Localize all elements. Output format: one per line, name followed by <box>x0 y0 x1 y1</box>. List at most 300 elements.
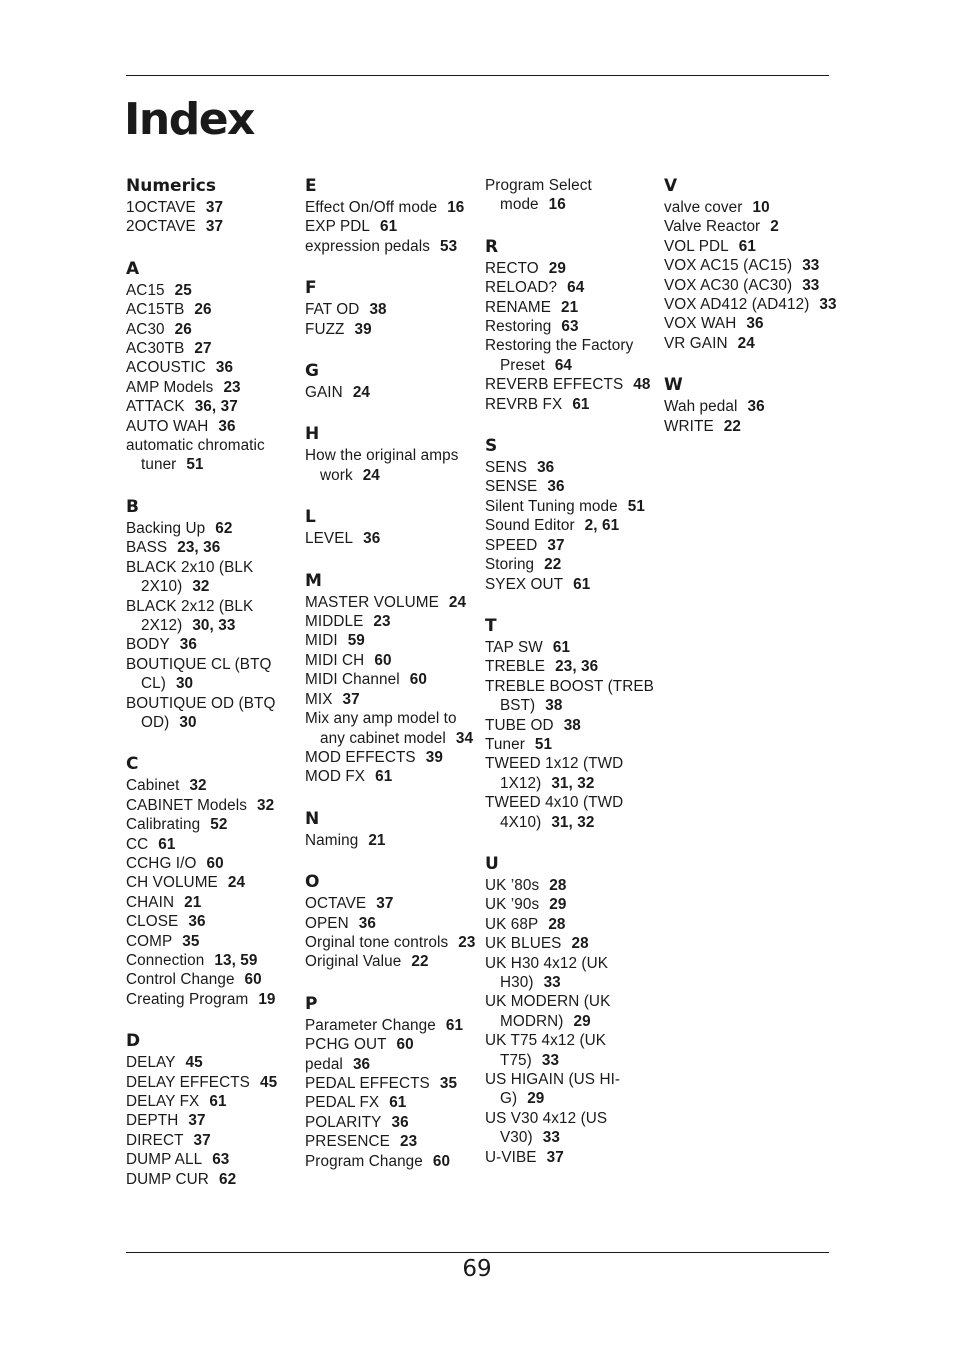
entry-pages: 33 <box>802 257 820 275</box>
entry-term: VOX AC30 (AC30) <box>664 276 793 294</box>
entry-pages: 24 <box>227 874 246 892</box>
entry-term: Sound Editor <box>485 517 575 535</box>
entry-pages: 23, 36 <box>177 539 221 557</box>
entry-term: Program Change <box>305 1152 423 1170</box>
entry-term: Valve Reactor <box>664 218 761 236</box>
index-entry <box>305 217 481 236</box>
entry-term: 1OCTAVE <box>126 199 196 216</box>
entry-pages: 36 <box>352 1055 371 1073</box>
index-entry <box>305 952 481 971</box>
index-entry <box>485 375 661 394</box>
entry-pages: 10 <box>752 199 770 216</box>
index-entry <box>305 1152 481 1171</box>
entry-pages: 51 <box>534 735 553 753</box>
index-entry <box>664 314 840 333</box>
entry-pages: 23 <box>223 378 241 396</box>
entry-term: SPEED <box>485 536 538 554</box>
index-entry <box>305 748 481 767</box>
entry-pages: 29 <box>549 896 567 914</box>
entry-term: TREBLE <box>485 658 546 676</box>
entry-pages: 22 <box>723 417 742 435</box>
entry-pages: 60 <box>409 671 427 689</box>
entry-term: VOL PDL <box>664 237 729 255</box>
index-entry <box>485 992 661 1031</box>
entry-pages: 61 <box>158 835 176 853</box>
entry-term: GAIN <box>305 384 343 402</box>
entry-term: COMP <box>126 932 173 950</box>
entry-term: MOD FX <box>305 768 366 786</box>
index-entry <box>664 397 840 416</box>
entry-term: SENSE <box>485 478 538 496</box>
section-letter: M <box>305 570 322 591</box>
index-section <box>305 424 481 485</box>
entry-pages: 28 <box>549 876 567 894</box>
index-section <box>485 176 661 215</box>
index-entry <box>485 677 661 716</box>
index-entry <box>485 497 661 516</box>
index-entry <box>126 912 302 931</box>
entry-pages: 60 <box>244 971 262 989</box>
index-entry <box>485 1109 661 1148</box>
section-letter: S <box>485 436 498 457</box>
section-letter: T <box>485 615 497 636</box>
section-letter: C <box>126 754 139 775</box>
index-section <box>305 361 481 402</box>
index-entry <box>485 1148 661 1167</box>
entry-pages: 35 <box>439 1074 458 1092</box>
entry-term: Orginal tone controls <box>305 933 449 951</box>
entry-term: BOUTIQUE OD (BTQ OD) <box>126 694 276 731</box>
index-entry <box>126 397 302 416</box>
index-entry <box>126 358 302 377</box>
entry-term: MASTER VOLUME <box>305 593 439 611</box>
index-section <box>485 854 661 1167</box>
section-letter: N <box>305 808 320 829</box>
index-entry <box>485 895 661 914</box>
index-entry <box>305 631 481 650</box>
index-entry <box>664 417 840 436</box>
index-entry <box>305 651 481 670</box>
index-entry <box>485 555 661 574</box>
entry-term: AMP Models <box>126 378 214 396</box>
index-entry <box>485 754 661 793</box>
top-rule <box>126 75 829 76</box>
index-entry <box>126 417 302 436</box>
index-section <box>664 176 840 353</box>
entry-term: How the original amps work <box>305 447 459 484</box>
index-entry <box>126 198 302 217</box>
entry-term: automatic chromatic tuner <box>126 437 265 474</box>
entry-pages: 16 <box>548 196 566 214</box>
index-entry <box>305 529 481 548</box>
entry-term: Connection <box>126 952 205 969</box>
entry-term: DIRECT <box>126 1131 184 1149</box>
entry-term: DELAY <box>126 1054 176 1072</box>
index-entry <box>305 612 481 631</box>
entry-pages: 36, 37 <box>194 398 238 416</box>
entry-term: AC15TB <box>126 301 185 319</box>
entry-term: TUBE OD <box>485 716 554 734</box>
entry-term: Silent Tuning mode <box>485 497 618 515</box>
entry-term: 2OCTAVE <box>126 218 196 236</box>
entry-pages: 64 <box>554 356 573 374</box>
entry-pages: 31, 32 <box>551 813 595 831</box>
section-letter: B <box>126 496 139 517</box>
entry-pages: 29 <box>548 259 566 277</box>
entry-term: PEDAL FX <box>305 1094 380 1112</box>
entry-term: CCHG I/O <box>126 854 197 872</box>
index-entry <box>126 835 302 854</box>
entry-term: Restoring <box>485 318 552 336</box>
entry-term: UK 68P <box>485 915 539 933</box>
entry-term: RELOAD? <box>485 279 558 297</box>
index-entry <box>126 893 302 912</box>
entry-pages: 23 <box>373 613 391 631</box>
entry-pages: 36 <box>215 359 234 377</box>
entry-term: DELAY EFFECTS <box>126 1073 250 1091</box>
entry-pages: 30 <box>179 713 197 731</box>
index-entry <box>305 320 481 339</box>
index-section <box>305 809 481 850</box>
entry-pages: 36 <box>747 398 765 416</box>
entry-term: CLOSE <box>126 913 179 931</box>
index-section <box>126 176 302 237</box>
index-section <box>305 872 481 972</box>
entry-term: FUZZ <box>305 320 345 338</box>
index-entry <box>664 237 840 256</box>
entry-term: PEDAL EFFECTS <box>305 1074 430 1092</box>
index-entry <box>485 954 661 993</box>
entry-term: US HIGAIN (US HI-G) <box>485 1071 621 1108</box>
entry-pages: 33 <box>542 1129 560 1147</box>
index-entry <box>305 1132 481 1151</box>
entry-pages: 59 <box>347 632 365 650</box>
entry-term: Program Select mode <box>485 177 592 214</box>
entry-term: DEPTH <box>126 1112 179 1130</box>
entry-pages: 24 <box>362 466 380 484</box>
entry-pages: 32 <box>189 777 207 795</box>
entry-term: TWEED 4x10 (TWD 4X10) <box>485 794 624 831</box>
index-entry <box>664 198 840 217</box>
entry-term: MIX <box>305 690 333 708</box>
entry-pages: 34 <box>455 729 474 747</box>
index-entry <box>305 670 481 689</box>
entry-term: UK T75 4x12 (UK T75) <box>485 1032 607 1069</box>
index-section <box>305 571 481 787</box>
section-letter: F <box>305 278 317 299</box>
index-entry <box>305 1035 481 1054</box>
index-entry <box>126 694 302 733</box>
index-column-4 <box>664 176 840 436</box>
index-entry <box>485 298 661 317</box>
index-entry <box>126 538 302 557</box>
bottom-rule <box>126 1252 829 1253</box>
entry-pages: 2 <box>770 218 779 236</box>
index-section <box>126 1031 302 1189</box>
index-entry <box>305 709 481 748</box>
section-letter: U <box>485 853 499 874</box>
index-entry <box>126 1111 302 1130</box>
index-entry <box>126 558 302 597</box>
section-letter: W <box>664 375 683 396</box>
index-entry <box>305 1093 481 1112</box>
index-entry <box>485 176 661 215</box>
entry-pages: 33 <box>541 1051 560 1069</box>
entry-term: TAP SW <box>485 638 543 656</box>
index-entry <box>126 320 302 339</box>
entry-term: Calibrating <box>126 816 201 834</box>
entry-pages: 38 <box>545 697 563 715</box>
entry-pages: 23 <box>458 933 476 951</box>
index-entry <box>305 446 481 485</box>
section-letter: G <box>305 361 319 382</box>
entry-pages: 29 <box>527 1090 545 1108</box>
section-letter: V <box>664 176 678 196</box>
entry-pages: 21 <box>368 831 386 849</box>
index-entry <box>126 300 302 319</box>
entry-term: MOD EFFECTS <box>305 748 416 766</box>
entry-pages: 38 <box>563 716 581 734</box>
entry-term: VOX AC15 (AC15) <box>664 257 793 275</box>
entry-pages: 61 <box>209 1093 227 1111</box>
entry-pages: 36 <box>537 459 555 477</box>
entry-term: Original Value <box>305 953 402 971</box>
entry-term: valve cover <box>664 199 743 216</box>
entry-term: RECTO <box>485 259 539 277</box>
entry-term: BOUTIQUE CL (BTQ CL) <box>126 655 272 693</box>
index-entry <box>126 1131 302 1150</box>
index-column-2 <box>305 176 481 1171</box>
entry-pages: 28 <box>571 935 589 953</box>
index-entry <box>126 339 302 358</box>
index-entry <box>485 638 661 657</box>
index-entry <box>485 934 661 953</box>
entry-pages: 37 <box>376 895 394 913</box>
index-entry <box>305 894 481 913</box>
entry-term: Backing Up <box>126 519 206 537</box>
index-entry <box>305 198 481 217</box>
index-entry <box>485 793 661 832</box>
entry-term: DUMP CUR <box>126 1170 209 1188</box>
entry-pages: 24 <box>352 384 371 402</box>
entry-term: DUMP ALL <box>126 1151 203 1169</box>
entry-pages: 60 <box>206 854 224 872</box>
entry-term: AC15 <box>126 281 165 299</box>
index-entry <box>126 951 302 970</box>
index-section <box>126 754 302 1009</box>
entry-term: UK ’90s <box>485 896 540 914</box>
entry-pages: 63 <box>561 318 579 336</box>
entry-pages: 2, 61 <box>584 517 620 535</box>
section-letter: H <box>305 424 320 445</box>
section-letter: O <box>305 872 320 893</box>
index-section <box>305 507 481 548</box>
index-entry <box>305 1016 481 1035</box>
entry-pages: 27 <box>194 340 212 358</box>
entry-term: BLACK 2x10 (BLK 2X10) <box>126 558 254 596</box>
entry-term: AC30 <box>126 320 165 338</box>
entry-pages: 61 <box>552 638 571 656</box>
page-number: 69 <box>462 1256 492 1282</box>
entry-pages: 33 <box>802 276 820 294</box>
entry-pages: 64 <box>567 279 585 297</box>
entry-pages: 19 <box>258 990 276 1008</box>
entry-pages: 28 <box>548 915 566 933</box>
entry-pages: 61 <box>572 395 590 413</box>
index-entry <box>305 1055 481 1074</box>
section-letter: R <box>485 236 499 257</box>
entry-pages: 45 <box>260 1073 278 1091</box>
entry-pages: 37 <box>205 218 224 236</box>
entry-term: U-VIBE <box>485 1148 537 1166</box>
index-entry <box>126 932 302 951</box>
index-entry <box>485 395 661 414</box>
entry-pages: 21 <box>561 298 579 316</box>
entry-pages: 36 <box>218 417 236 435</box>
entry-term: TREBLE BOOST (TREB BST) <box>485 677 654 715</box>
entry-term: OCTAVE <box>305 895 367 913</box>
entry-term: Tuner <box>485 735 525 753</box>
index-entry <box>126 776 302 795</box>
index-entry <box>485 458 661 477</box>
entry-pages: 48 <box>633 376 651 394</box>
entry-pages: 32 <box>192 578 210 596</box>
page-title: Index <box>124 94 254 145</box>
entry-pages: 36 <box>547 478 565 496</box>
section-letter: E <box>305 176 317 196</box>
index-entry <box>485 657 661 676</box>
index-entry <box>664 334 840 353</box>
entry-pages: 26 <box>194 301 212 319</box>
section-letter: Numerics <box>126 176 216 196</box>
index-entry <box>485 278 661 297</box>
entry-term: pedal <box>305 1055 343 1073</box>
entry-term: UK H30 4x12 (UK H30) <box>485 954 609 991</box>
entry-pages: 29 <box>573 1012 591 1030</box>
entry-pages: 24 <box>737 334 755 352</box>
entry-term: BLACK 2x12 (BLK 2X12) <box>126 597 254 634</box>
index-entry <box>305 1113 481 1132</box>
index-section <box>485 237 661 414</box>
entry-term: WRITE <box>664 417 714 435</box>
index-section <box>305 994 481 1171</box>
entry-pages: 61 <box>389 1094 407 1112</box>
entry-pages: 36 <box>188 913 206 931</box>
entry-pages: 39 <box>425 748 443 766</box>
entry-term: US V30 4x12 (US V30) <box>485 1109 608 1147</box>
entry-pages: 37 <box>342 690 360 708</box>
entry-pages: 60 <box>432 1152 451 1170</box>
entry-term: Mix any amp model to any cabinet model <box>305 710 457 747</box>
index-entry <box>485 716 661 735</box>
entry-term: MIDI CH <box>305 651 365 669</box>
index-column-3 <box>485 176 661 1167</box>
index-entry <box>126 378 302 397</box>
entry-pages: 30, 33 <box>192 616 236 634</box>
entry-term: CABINET Models <box>126 796 247 814</box>
entry-term: Parameter Change <box>305 1016 436 1034</box>
entry-term: TWEED 1x12 (TWD 1X12) <box>485 755 624 792</box>
index-entry <box>126 1053 302 1072</box>
entry-term: REVRB FX <box>485 395 563 413</box>
entry-term: PCHG OUT <box>305 1036 387 1054</box>
entry-term: DELAY FX <box>126 1093 200 1111</box>
index-entry <box>305 933 481 952</box>
entry-pages: 61 <box>380 218 398 236</box>
entry-term: VOX WAH <box>664 315 737 333</box>
entry-term: SENS <box>485 459 528 477</box>
index-entry <box>485 915 661 934</box>
index-entry <box>126 519 302 538</box>
entry-pages: 60 <box>396 1036 414 1054</box>
index-entry <box>126 854 302 873</box>
entry-pages: 33 <box>543 974 561 991</box>
entry-term: BODY <box>126 636 170 654</box>
entry-term: REVERB EFFECTS <box>485 376 624 394</box>
entry-term: ATTACK <box>126 398 185 416</box>
entry-term: VR GAIN <box>664 334 728 352</box>
entry-pages: 32 <box>256 796 275 814</box>
entry-pages: 45 <box>185 1054 203 1072</box>
entry-pages: 51 <box>186 456 204 474</box>
index-entry <box>126 970 302 989</box>
entry-term: Storing <box>485 556 535 574</box>
index-section <box>126 259 302 475</box>
entry-pages: 37 <box>193 1131 211 1149</box>
entry-pages: 53 <box>440 237 458 255</box>
index-entry <box>485 536 661 555</box>
index-entry <box>485 336 661 375</box>
index-section <box>485 436 661 594</box>
entry-pages: 61 <box>375 768 393 786</box>
entry-pages: 22 <box>544 556 562 574</box>
entry-term: MIDI <box>305 632 338 650</box>
section-letter: D <box>126 1031 141 1052</box>
entry-term: Cabinet <box>126 777 180 795</box>
index-entry <box>126 281 302 300</box>
index-column-1 <box>126 176 302 1189</box>
index-section <box>126 497 302 732</box>
entry-term: PRESENCE <box>305 1133 390 1151</box>
entry-term: AC30TB <box>126 340 185 358</box>
index-entry <box>305 1074 481 1093</box>
index-entry <box>305 300 481 319</box>
entry-term: MIDI Channel <box>305 671 400 689</box>
index-section <box>664 375 840 436</box>
entry-pages: 23 <box>399 1133 418 1151</box>
index-entry <box>126 1073 302 1092</box>
entry-pages: 36 <box>391 1113 409 1131</box>
index-entry <box>485 516 661 535</box>
entry-pages: 38 <box>369 301 387 319</box>
index-entry <box>126 1092 302 1111</box>
entry-pages: 39 <box>354 320 372 338</box>
index-entry <box>664 276 840 295</box>
index-entry <box>126 217 302 236</box>
index-entry <box>305 831 481 850</box>
entry-pages: 62 <box>215 519 233 537</box>
entry-term: CHAIN <box>126 893 175 911</box>
index-entry <box>126 815 302 834</box>
index-entry <box>485 1070 661 1109</box>
entry-term: Creating Program <box>126 990 249 1008</box>
section-letter: A <box>126 258 140 279</box>
section-letter: P <box>305 993 318 1014</box>
entry-pages: 16 <box>447 199 465 216</box>
entry-term: Wah pedal <box>664 398 738 416</box>
entry-term: Effect On/Off mode <box>305 199 438 216</box>
entry-term: EXP PDL <box>305 218 371 236</box>
